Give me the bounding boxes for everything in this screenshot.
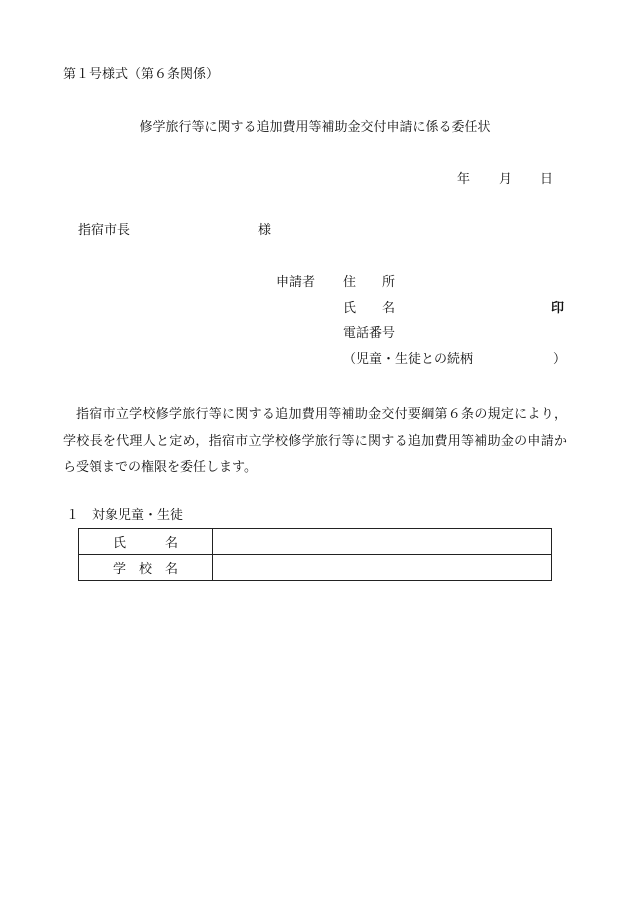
date-month: 月 <box>499 172 513 187</box>
delegation-paragraph: 指宿市立学校修学旅行等に関する追加費用等補助金交付要綱第６条の規定により，学校長を代理人と定め，指宿市立学校修学旅行等に関する追加費用等補助金の申請から受領までの権限を委任します。 <box>63 407 567 475</box>
relation-label: （児童・生徒との続柄 <box>343 352 474 367</box>
date-day: 日 <box>540 172 554 187</box>
applicant-phone-label: 電話番号 <box>343 326 396 341</box>
table-row <box>79 555 552 581</box>
relation-close: ） <box>553 352 567 367</box>
document-title: 修学旅行等に関する追加費用等補助金交付申請に係る委任状 <box>139 120 491 135</box>
row-label-school: 学 校 名 <box>79 555 213 581</box>
target-student-table <box>78 528 552 581</box>
seal-mark: 印 <box>551 301 565 316</box>
date-year: 年 <box>457 172 471 187</box>
applicant-address-label: 住 所 <box>343 275 396 290</box>
row-value-name[interactable] <box>213 529 552 555</box>
applicant-name-label: 氏 名 <box>343 301 396 316</box>
addressee-name: 指宿市長 <box>78 223 131 238</box>
table-row <box>79 529 552 555</box>
row-label-name: 氏 名 <box>79 529 213 555</box>
row-value-school[interactable] <box>213 555 552 581</box>
addressee-honorific: 様 <box>258 223 272 238</box>
applicant-label: 申請者 <box>276 275 316 290</box>
applicant-relation <box>343 352 567 368</box>
section-target-student: １ 対象児童・生徒 <box>66 508 184 523</box>
form-number: 第１号様式（第６条関係） <box>63 67 220 82</box>
